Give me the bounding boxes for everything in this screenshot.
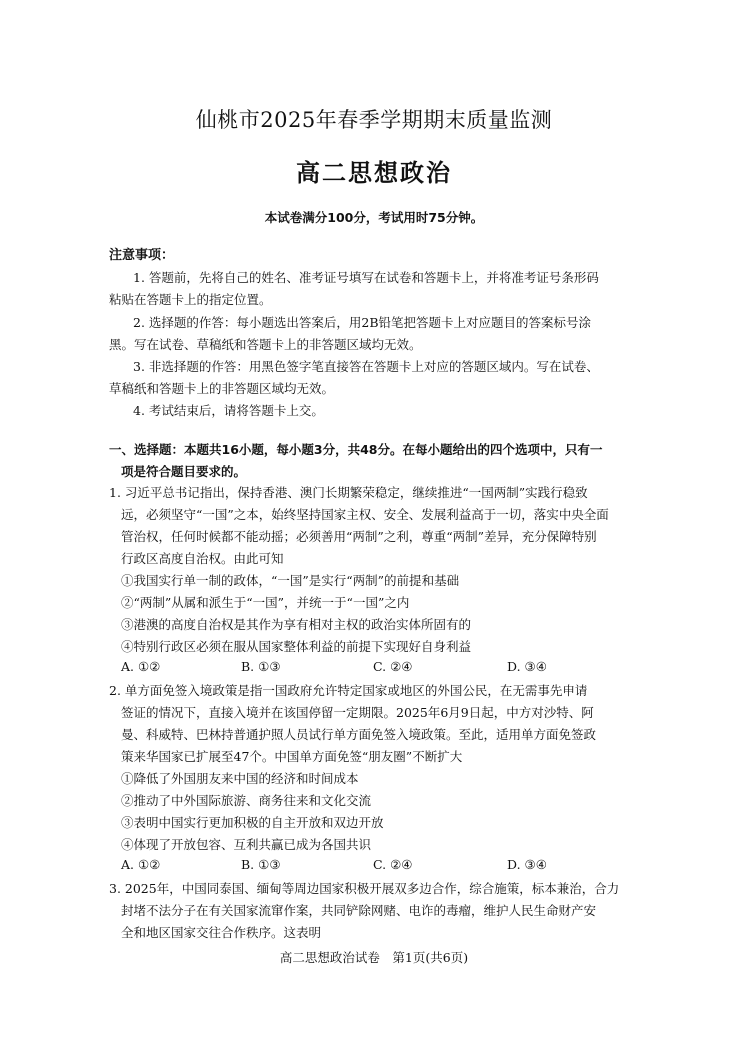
question-1-item: ④特别行政区必须在服从国家整体利益的前提下实现好自身利益 — [121, 639, 472, 654]
notice-line: 草稿纸和答题卡上的非答题区域均无效。 — [109, 381, 335, 396]
notice-line: 2. 选择题的作答：每小题选出答案后，用2B铅笔把答题卡上对应题目的答案标号涂 — [133, 315, 592, 330]
question-1-item: ③港澳的高度自治权是其作为享有相对主权的政治实体所固有的 — [121, 617, 472, 632]
subject-title: 高二思想政治 — [296, 159, 452, 187]
question-2-item: ④体现了开放包容、互利共赢已成为各国共识 — [121, 837, 372, 852]
exam-title: 仙桃市2025年春季学期期末质量监测 — [195, 108, 553, 132]
question-1-item: ①我国实行单一制的政体，“一国”是实行“两制”的前提和基础 — [121, 573, 460, 588]
question-2-option-a: A. ①② — [121, 857, 161, 872]
question-1-stem: 远，必须坚守“一国”之本，始终坚持国家主权、安全、发展利益高于一切，落实中央全面 — [121, 507, 609, 522]
question-3-stem: 全和地区国家交往合作秩序。这表明 — [121, 925, 322, 940]
notice-line: 黑。写在试卷、草稿纸和答题卡上的非答题区域均无效。 — [109, 337, 422, 352]
question-2-item: ③表明中国实行更加积极的自主开放和双边开放 — [121, 815, 384, 830]
question-1-stem: 行政区高度自治权。由此可知 — [121, 551, 284, 566]
question-2-stem: 曼、科威特、巴林持普通护照人员试行单方面免签入境政策。至此，适用单方面免签政 — [121, 727, 597, 742]
section-heading: 项是符合题目要求的。 — [121, 464, 247, 479]
question-1-option-b: B. ①③ — [241, 659, 281, 674]
exam-info: 本试卷满分100分，考试用时75分钟。 — [264, 210, 484, 225]
question-1-stem: 管治权，任何时候都不能动摇；必须善用“两制”之利，尊重“两制”差异，充分保障特别 — [121, 529, 597, 544]
question-2-stem: 2. 单方面免签入境政策是指一国政府允许特定国家或地区的外国公民，在无需事先申请 — [109, 683, 588, 698]
notice-line: 4. 考试结束后，请将答题卡上交。 — [133, 403, 324, 418]
question-2-option-d: D. ③④ — [507, 857, 547, 872]
notice-line: 1. 答题前，先将自己的姓名、准考证号填写在试卷和答题卡上，并将准考证号条形码 — [133, 270, 599, 285]
question-2-stem: 策来华国家已扩展至47个。中国单方面免签“朋友圈”不断扩大 — [121, 749, 463, 764]
question-3-stem: 封堵不法分子在有关国家流窜作案，共同铲除网赌、电诈的毒瘤，维护人民生命财产安 — [121, 903, 597, 918]
question-2-option-b: B. ①③ — [241, 857, 281, 872]
question-2-option-c: C. ②④ — [373, 857, 413, 872]
notice-line: 3. 非选择题的作答：用黑色签字笔直接答在答题卡上对应的答题区域内。写在试卷、 — [133, 359, 599, 374]
question-1-option-a: A. ①② — [121, 659, 161, 674]
notice-heading: 注意事项： — [109, 248, 175, 263]
question-2-item: ①降低了外国朋友来中国的经济和时间成本 — [121, 771, 359, 786]
question-2-item: ②推动了中外国际旅游、商务往来和文化交流 — [121, 793, 372, 808]
notice-line: 粘贴在答题卡上的指定位置。 — [109, 292, 272, 307]
question-2-stem: 签证的情况下，直接入境并在该国停留一定期限。2025年6月9日起，中方对沙特、阿 — [121, 705, 594, 720]
question-1-item: ②“两制”从属和派生于“一国”，并统一于“一国”之内 — [121, 595, 410, 610]
question-1-stem: 1. 习近平总书记指出，保持香港、澳门长期繁荣稳定，继续推进“一国两制”实践行稳致 — [109, 485, 588, 500]
question-1-option-c: C. ②④ — [373, 659, 413, 674]
question-1-option-d: D. ③④ — [507, 659, 547, 674]
question-3-stem: 3. 2025年，中国同泰国、缅甸等周边国家积极开展双多边合作，综合施策，标本兼治，合力 — [109, 881, 620, 896]
section-heading: 一、选择题：本题共16小题，每小题3分，共48分。在每小题给出的四个选项中，只有一 — [109, 442, 603, 457]
page-footer: 高二思想政治试卷 第1页(共6页) — [279, 950, 469, 965]
